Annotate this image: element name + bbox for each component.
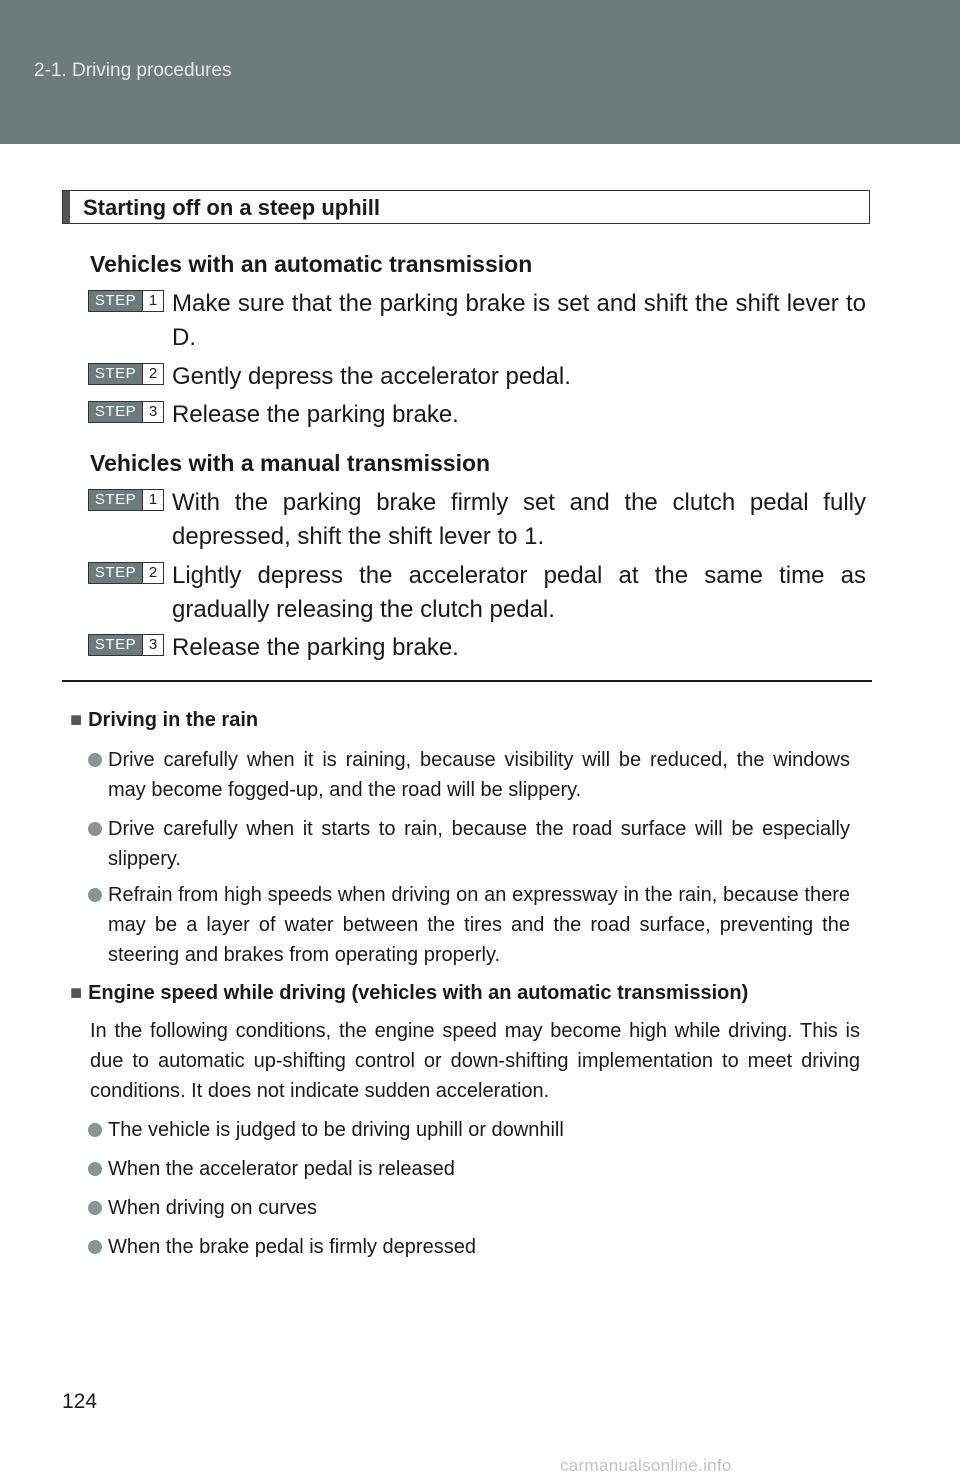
- step-badge: [88, 634, 164, 656]
- bullet-text: The vehicle is judged to be driving uphill or downhill: [108, 1119, 564, 1141]
- bullet-text: When driving on curves: [108, 1197, 317, 1219]
- bullet-text: When the accelerator pedal is released: [108, 1158, 455, 1180]
- step-number: 2: [142, 563, 163, 583]
- rain-heading-text: Driving in the rain: [88, 709, 259, 731]
- page-header: [0, 0, 960, 144]
- section-title: Starting off on a steep uphill: [83, 195, 380, 220]
- watermark: carmanualsonline.info: [560, 1456, 732, 1475]
- manual-heading: Vehicles with a manual transmission: [90, 450, 491, 476]
- step-label: STEP: [89, 364, 142, 384]
- step-badge: [88, 562, 164, 584]
- step-label: STEP: [89, 490, 142, 510]
- bullet-text: Refrain from high speeds when driving on an expressway in the rain, because there may be a layer of water between the tires and the road surface, preventing the steering and brakes from operating properly.: [108, 884, 850, 966]
- step-badge: [88, 290, 164, 312]
- step-badge: [88, 363, 164, 385]
- step-label: STEP: [89, 635, 142, 655]
- automatic-heading: Vehicles with an automatic transmission: [90, 251, 533, 277]
- square-marker-icon: ■: [70, 709, 83, 731]
- engine-heading-text: Engine speed while driving (vehicles with an automatic transmission): [88, 982, 749, 1004]
- rain-note-heading: [70, 709, 258, 732]
- bullet-icon: [88, 1123, 102, 1137]
- step-label: STEP: [89, 402, 142, 422]
- engine-paragraph: In the following conditions, the engine speed may become high while driving. This is due to automatic up-shifting control or down-shifting implementation to meet driving conditions. It does not indicate sudden acceleration.: [90, 1020, 860, 1102]
- step-number: 1: [142, 490, 163, 510]
- step-text: Gently depress the accelerator pedal.: [172, 363, 571, 390]
- step-text: Release the parking brake.: [172, 401, 459, 428]
- step-text: With the parking brake firmly set and the clutch pedal fully depressed, shift the shift lever to 1.: [172, 489, 866, 550]
- bullet-icon: [88, 1201, 102, 1215]
- section-title-box: [62, 190, 870, 224]
- section-title-accent: [63, 191, 70, 223]
- step-text: Make sure that the parking brake is set and shift the shift lever to D.: [172, 290, 866, 351]
- engine-note-heading: [70, 982, 748, 1005]
- step-number: 1: [142, 291, 163, 311]
- bullet-text: When the brake pedal is firmly depressed: [108, 1236, 476, 1258]
- bullet-icon: [88, 1240, 102, 1254]
- step-number: 3: [142, 635, 163, 655]
- step-label: STEP: [89, 291, 142, 311]
- bullet-icon: [88, 822, 102, 836]
- step-badge: [88, 401, 164, 423]
- bullet-text: Drive carefully when it is raining, because visibility will be reduced, the windows may become fogged-up, and the road will be slippery.: [108, 749, 850, 801]
- step-label: STEP: [89, 563, 142, 583]
- step-text: Release the parking brake.: [172, 634, 459, 661]
- step-number: 2: [142, 364, 163, 384]
- bullet-text: Drive carefully when it starts to rain, because the road surface will be especially slippery.: [108, 818, 850, 870]
- step-badge: [88, 489, 164, 511]
- step-number: 3: [142, 402, 163, 422]
- bullet-icon: [88, 753, 102, 767]
- step-text: Lightly depress the accelerator pedal at the same time as gradually releasing the clutch pedal.: [172, 562, 866, 623]
- page-number: 124: [62, 1390, 98, 1413]
- bullet-icon: [88, 1162, 102, 1176]
- bullet-icon: [88, 888, 102, 902]
- breadcrumb: 2-1. Driving procedures: [34, 60, 232, 81]
- section-divider: [62, 680, 872, 682]
- square-marker-icon: ■: [70, 982, 83, 1004]
